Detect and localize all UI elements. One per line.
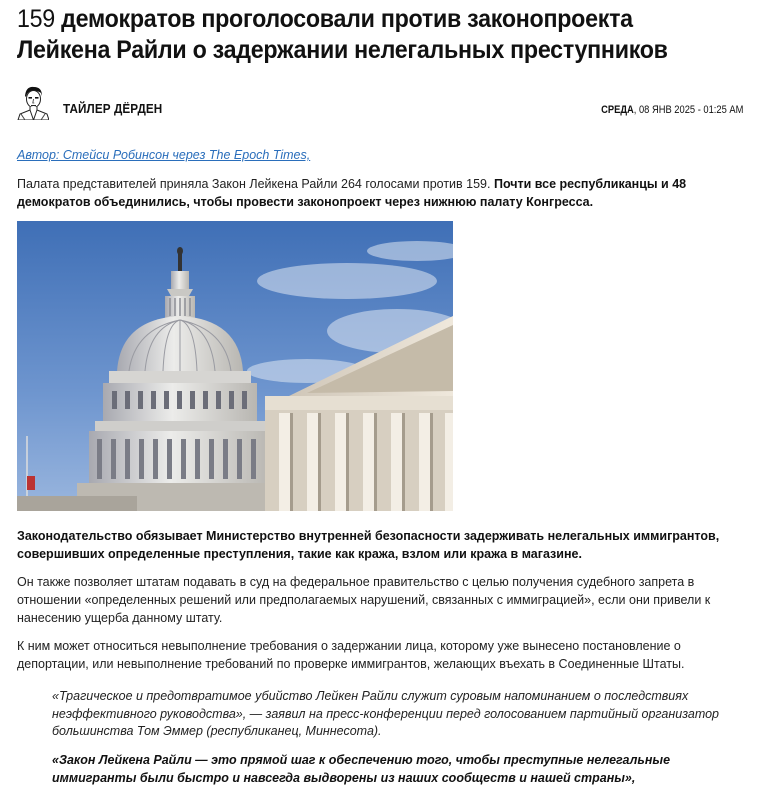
paragraph-1-bold: Почти все республиканцы и 48 демократов объединились, чтобы провести законопроект через нижнюю палату Конгресса. xyxy=(17,177,687,209)
capitol-building-image xyxy=(17,221,453,511)
paragraph-1 xyxy=(17,175,742,211)
paragraph-3: Он также позволяет штатам подавать в суд на федеральное правительство с целью получения судебного запрета в отношении «определенных решений или предполагаемых нарушений, связанных с иммиграцией», если они привели к нанесению ущерба данному штату. xyxy=(17,575,711,625)
date-rest: , 08 ЯНВ 2025 - 01:25 AM xyxy=(633,104,743,116)
source-link[interactable]: Автор: Стейси Робинсон через The Epoch Times, xyxy=(17,148,311,162)
author-name[interactable]: ТАЙЛЕР ДЁРДЕН xyxy=(63,101,163,116)
publish-date xyxy=(601,104,743,116)
byline xyxy=(17,84,743,122)
author-avatar[interactable] xyxy=(17,84,49,120)
title-text: демократов проголосовали против законопроекта Лейкена Райли о задержании нелегальных преступников xyxy=(17,5,668,64)
paragraph-2-bold: Законодательство обязывает Министерство внутренней безопасности задерживать нелегальных иммигрантов, совершивших определенные преступления, такие как кража, взлом или кража в магазине. xyxy=(17,529,720,561)
quote-2: «Закон Лейкена Райли — это прямой шаг к обеспечению того, чтобы преступные нелегальные иммигранты были быстро и навсегда выдворены из наших сообществ и нашей страны», xyxy=(52,753,671,785)
title-number: 159 xyxy=(17,5,55,33)
author-portrait-icon xyxy=(17,84,49,120)
paragraph-2 xyxy=(17,527,742,563)
date-day: СРЕДА xyxy=(600,104,634,116)
paragraph-1-text: Палата представителей приняла Закон Лейкена Райли 264 голосами против 159. xyxy=(17,177,494,191)
article-title xyxy=(17,4,696,66)
quote-1: «Трагическое и предотвратимое убийство Лейкен Райли служит суровым напоминанием о последствиях неэффективного руководства», — заявил на пресс-конференции перед голосованием партийный организатор большинства Том Эммер (республиканец, Миннесота). xyxy=(52,689,720,738)
paragraph-4: К ним может относиться невыполнение требования о задержании лица, которому уже вынесено постановление о депортации, или невыполнение требований по проверке иммигрантов, желающих въехать в Соединенные Штаты. xyxy=(17,639,685,671)
capitol-photo xyxy=(17,221,453,511)
